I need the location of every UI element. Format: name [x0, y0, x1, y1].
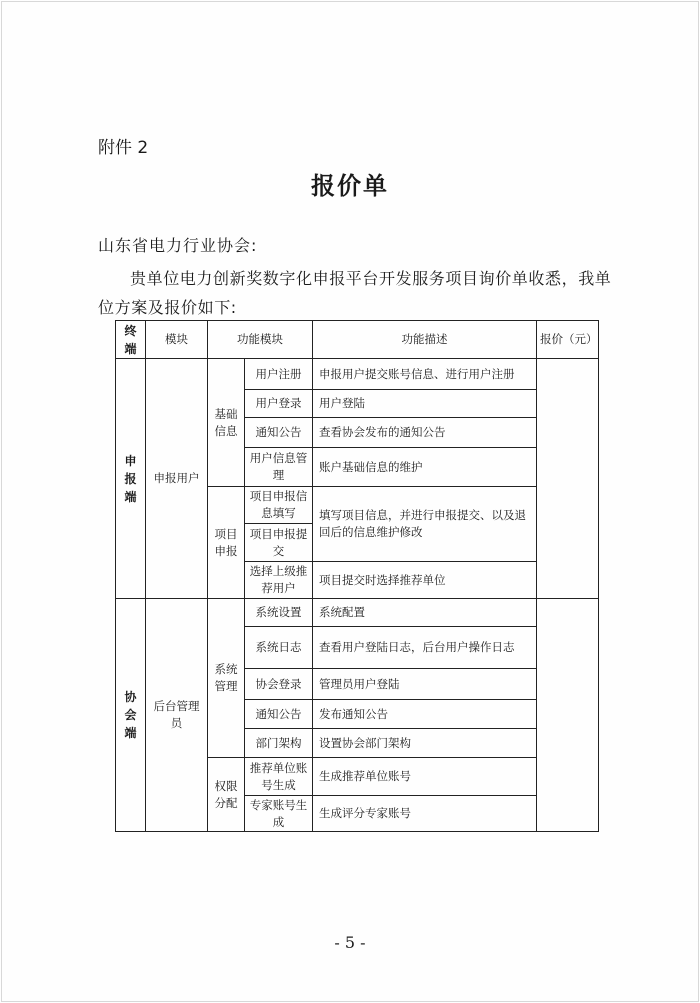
header-row: [116, 321, 599, 359]
header-func-desc: 功能描述: [313, 321, 537, 359]
module-backend-admin: 后台管理员: [146, 599, 208, 832]
document-title: 报价单: [311, 172, 389, 200]
header-terminal: 终端: [116, 321, 146, 359]
attachment-label: 附件 2: [98, 138, 149, 158]
header-func-module: 功能模块: [208, 321, 313, 359]
func-cell: 推荐单位账号生成: [245, 758, 313, 796]
price-cell-association: [537, 599, 599, 832]
desc-cell: 用户登陆: [313, 390, 537, 418]
desc-cell: 生成推荐单位账号: [313, 758, 537, 796]
desc-cell: 发布通知公告: [313, 700, 537, 729]
func-cell: 协会登录: [245, 669, 313, 700]
func-cell: 系统日志: [245, 627, 313, 669]
desc-cell: 申报用户提交账号信息、进行用户注册: [313, 359, 537, 390]
terminal-association: 协会端: [116, 599, 146, 832]
desc-cell: 系统配置: [313, 599, 537, 627]
func-cell: 专家账号生成: [245, 796, 313, 832]
group-project-declare: 项目申报: [208, 487, 245, 599]
func-cell: 用户信息管理: [245, 448, 313, 487]
quotation-table: [115, 320, 599, 832]
group-permission: 权限分配: [208, 758, 245, 832]
func-cell: 通知公告: [245, 418, 313, 448]
desc-cell: 账户基础信息的维护: [313, 448, 537, 487]
desc-cell: 查看协会发布的通知公告: [313, 418, 537, 448]
func-cell: 用户注册: [245, 359, 313, 390]
func-cell: 项目申报信息填写: [245, 487, 313, 524]
func-cell: 选择上级推荐用户: [245, 562, 313, 599]
table-row: [116, 599, 599, 627]
intro-paragraph: 贵单位电力创新奖数字化申报平台开发服务项目询价单收悉，我单位方案及报价如下:: [98, 269, 612, 317]
group-basic-info: 基础信息: [208, 359, 245, 487]
desc-cell: 管理员用户登陆: [313, 669, 537, 700]
desc-cell: 设置协会部门架构: [313, 729, 537, 758]
header-module: 模块: [146, 321, 208, 359]
func-cell: 通知公告: [245, 700, 313, 729]
terminal-declare: 申报端: [116, 359, 146, 599]
func-cell: 用户登录: [245, 390, 313, 418]
desc-cell: 项目提交时选择推荐单位: [313, 562, 537, 599]
table-row: [116, 359, 599, 390]
header-price: 报价（元）: [537, 321, 599, 359]
func-cell: 项目申报提交: [245, 524, 313, 562]
page-number: - 5 -: [334, 933, 366, 952]
group-system-mgmt: 系统管理: [208, 599, 245, 758]
func-cell: 部门架构: [245, 729, 313, 758]
greeting: 山东省电力行业协会:: [98, 236, 258, 255]
func-cell: 系统设置: [245, 599, 313, 627]
desc-cell: 查看用户登陆日志，后台用户操作日志: [313, 627, 537, 669]
module-declare-user: 申报用户: [146, 359, 208, 599]
desc-cell: 生成评分专家账号: [313, 796, 537, 832]
price-cell-declare: [537, 359, 599, 599]
desc-cell: 填写项目信息，并进行申报提交、以及退回后的信息维护修改: [313, 487, 537, 562]
